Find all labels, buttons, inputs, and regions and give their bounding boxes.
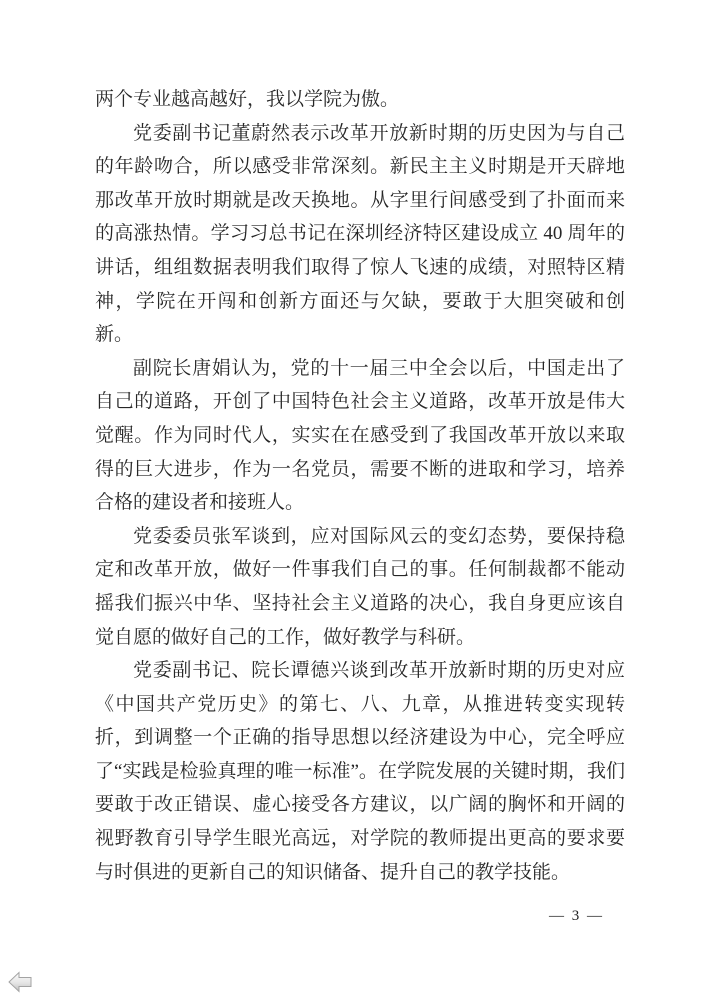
paragraph: 党委副书记董蔚然表示改革开放新时期的历史因为与自己的年龄吻合，所以感受非常深刻。新民主主义时期是开天辟地那改革开放时期就是改天换地。从字里行间感受到了扑面而来的高涨热情。学习习总书记在深圳经济特区建设成立 40 周年的讲话，组组数据表明我们取得了惊人飞速的成绩，对照特区精神，学院在开闯和创新方面还与欠缺，要敢于大胆突破和创新。 [95, 122, 625, 346]
paragraph: 两个专业越高越好，我以学院为傲。 [95, 89, 400, 110]
back-arrow-icon[interactable] [8, 971, 32, 993]
paragraph: 党委委员张军谈到，应对国际风云的变幻态势，要保持稳定和改革开放，做好一件事我们自己的事。任何制裁都不能动摇我们振兴中华、坚持社会主义道路的决心，我自身更应该自觉自愿的做好自己的工作，做好教学与科研。 [95, 525, 625, 648]
document-body [95, 83, 625, 889]
page-number: — 3 — [549, 908, 604, 924]
paragraph: 副院长唐娟认为，党的十一届三中全会以后，中国走出了自己的道路，开创了中国特色社会主义道路，改革开放是伟大觉醒。作为同时代人，实实在在感受到了我国改革开放以来取得的巨大进步，作为一名党员，需要不断的进取和学习，培养合格的建设者和接班人。 [95, 357, 625, 514]
paragraph: 党委副书记、院长谭德兴谈到改革开放新时期的历史对应《中国共产党历史》的第七、八、九章，从推进转变实现转折，到调整一个正确的指导思想以经济建设为中心，完全呼应了“实践是检验真理的唯一标准”。在学院发展的关键时期，我们要敢于改正错误、虚心接受各方建议，以广阔的胸怀和开阔的视野教育引导学生眼光高远，对学院的教师提出更高的要求要与时俱进的更新自己的知识储备、提升自己的教学技能。 [95, 660, 625, 883]
